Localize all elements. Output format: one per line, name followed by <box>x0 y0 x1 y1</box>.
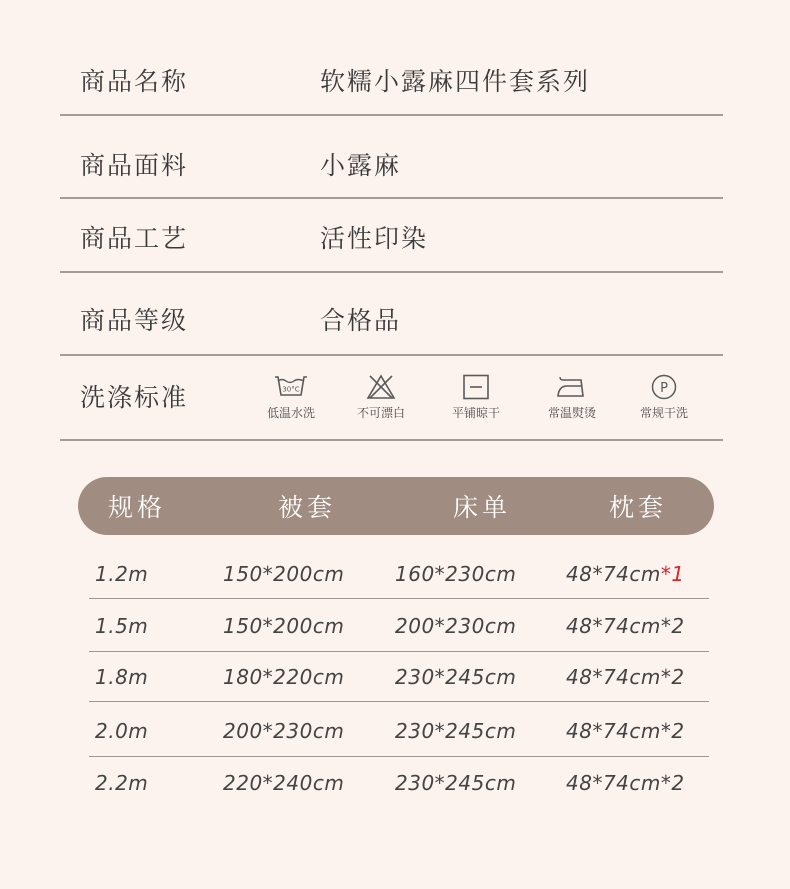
dry-clean-icon <box>650 374 678 400</box>
care-item <box>527 374 617 421</box>
cell-sheet: 230*245cm <box>395 665 517 689</box>
cell-duvet: 200*230cm <box>223 719 345 743</box>
pillow-qty: *2 <box>660 665 685 689</box>
wash-temp-text: 30°C <box>282 385 300 394</box>
info-row-fabric <box>60 116 723 199</box>
info-value: 合格品 <box>320 306 402 335</box>
size-table-header <box>78 477 714 535</box>
cell-duvet: 150*200cm <box>223 614 345 638</box>
info-row-grade <box>60 273 723 356</box>
table-row <box>89 757 709 807</box>
header-duvet: 被套 <box>278 493 337 522</box>
table-row <box>89 702 709 757</box>
pillow-size: 48*74cm <box>566 562 661 586</box>
cell-pillow <box>566 771 685 795</box>
care-text: 不可漂白 <box>356 406 405 420</box>
cell-duvet: 180*220cm <box>223 665 345 689</box>
low-temp-wash-icon <box>273 374 309 400</box>
info-value: 小露麻 <box>320 151 402 180</box>
cell-size: 1.2m <box>95 562 149 586</box>
iron-icon <box>555 374 589 400</box>
header-size: 规格 <box>108 493 167 522</box>
cell-sheet: 200*230cm <box>395 614 517 638</box>
cell-duvet: 150*200cm <box>223 562 345 586</box>
care-text: 常温熨烫 <box>547 406 596 420</box>
pillow-size: 48*74cm <box>566 719 661 743</box>
pillow-qty: *2 <box>660 719 685 743</box>
cell-sheet: 230*245cm <box>395 771 517 795</box>
pillow-size: 48*74cm <box>566 665 661 689</box>
no-bleach-icon <box>366 374 396 400</box>
care-item <box>619 374 709 421</box>
info-label: 商品名称 <box>80 67 189 96</box>
care-label: 洗涤标准 <box>80 383 189 412</box>
header-sheet: 床单 <box>453 493 512 522</box>
info-label: 商品面料 <box>80 151 189 180</box>
table-row <box>89 599 709 652</box>
pillow-size: 48*74cm <box>566 771 661 795</box>
table-row <box>89 652 709 702</box>
cell-size: 2.2m <box>95 771 149 795</box>
pillow-qty: *2 <box>660 771 685 795</box>
cell-pillow <box>566 562 685 586</box>
care-row <box>60 356 723 441</box>
cell-duvet: 220*240cm <box>223 771 345 795</box>
cell-size: 1.5m <box>95 614 149 638</box>
pillow-qty: *2 <box>660 614 685 638</box>
care-text: 平铺晾干 <box>451 406 500 420</box>
cell-pillow <box>566 719 685 743</box>
pillow-qty: *1 <box>660 562 685 586</box>
cell-pillow <box>566 614 685 638</box>
care-item <box>246 374 336 421</box>
pillow-size: 48*74cm <box>566 614 661 638</box>
info-row-name <box>60 40 723 116</box>
table-row <box>89 547 709 599</box>
flat-dry-icon <box>462 374 490 400</box>
header-pillow: 枕套 <box>609 493 668 522</box>
cell-size: 2.0m <box>95 719 149 743</box>
care-text: 常规干洗 <box>639 406 688 420</box>
care-text: 低温水洗 <box>266 406 315 420</box>
info-value: 活性印染 <box>320 224 429 253</box>
info-value: 软糯小露麻四件套系列 <box>320 67 591 96</box>
care-item <box>431 374 521 421</box>
info-label: 商品工艺 <box>80 224 189 253</box>
cell-pillow <box>566 665 685 689</box>
cell-sheet: 230*245cm <box>395 719 517 743</box>
care-item <box>336 374 426 421</box>
dry-clean-letter: P <box>660 381 668 396</box>
info-label: 商品等级 <box>80 306 189 335</box>
info-row-craft <box>60 199 723 273</box>
cell-sheet: 160*230cm <box>395 562 517 586</box>
cell-size: 1.8m <box>95 665 149 689</box>
